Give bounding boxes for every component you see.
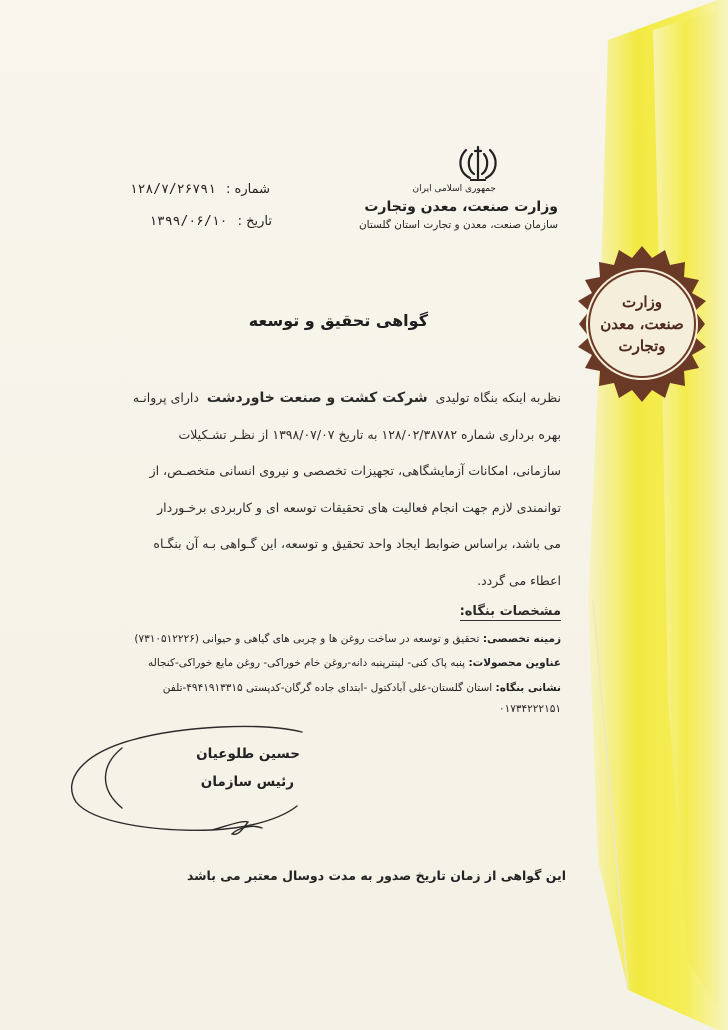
spec-products bbox=[148, 657, 561, 669]
body-line-6: اعطاء می گردد. bbox=[477, 572, 561, 588]
decorative-ribbon bbox=[568, 0, 728, 1030]
body-line-1-pre: نظربه اینکه بنگاه تولیدی bbox=[435, 390, 561, 405]
body-line-4: توانمندی لازم جهت انجام فعالیت های تحقیقات توسعه ای و کاربردی برخـوردار bbox=[157, 499, 561, 515]
body-line-2: بهره برداری شماره ۱۲۸/۰۲/۳۸۷۸۲ به تاریخ ۱۳۹۸/۰۷/۰۷ از نظـر تشـکیلات bbox=[178, 426, 561, 442]
letter-number bbox=[130, 182, 270, 197]
number-label: شماره : bbox=[226, 182, 270, 197]
validity-note: این گواهی از زمان تاریخ صدور به مدت دوسال معتبر می باشد bbox=[186, 868, 566, 883]
spec-products-label: عناوین محصولات: bbox=[468, 657, 561, 669]
spec-phone: ۰۱۷۳۴۲۲۲۱۵۱ bbox=[498, 703, 561, 715]
specs-title: مشخصات بنگاه: bbox=[459, 604, 561, 619]
ministry-seal bbox=[562, 244, 722, 404]
seal-text bbox=[562, 244, 722, 404]
seal-line-1: وزارت bbox=[621, 293, 663, 311]
body-line-5: می باشد، براساس ضوابط ایجاد واحد تحقیق و توسعه، این گـواهی بـه آن بنگـاه bbox=[153, 536, 561, 552]
certificate-body bbox=[132, 380, 561, 600]
country-name: جمهوری اسلامی ایران bbox=[412, 184, 496, 194]
spec-field-value: تحقیق و توسعه در ساخت روغن ها و چربی های گیاهی و حیوانی (۷۳۱۰۵۱۲۲۲۶) bbox=[134, 633, 480, 645]
letter-date bbox=[149, 214, 272, 229]
spec-field bbox=[134, 633, 561, 645]
company-name: شرکت کشت و صنعت خاوردشت bbox=[206, 390, 428, 406]
spec-field-label: زمینه تخصصی: bbox=[482, 633, 561, 645]
number-value: ۱۲۸/۷/۲۶۷۹۱ bbox=[129, 182, 216, 197]
body-line-1 bbox=[132, 380, 561, 417]
seal-line-2: صنعت، معدن bbox=[600, 315, 684, 333]
seal-line-3: وتجارت bbox=[618, 337, 666, 355]
date-label: تاریخ : bbox=[237, 214, 272, 229]
body-line-3: سازمانی، امکانات آزمایشگاهی، تجهیزات تخصصی و نیروی انسانی متخصـص، از bbox=[149, 463, 561, 479]
body-line-1-post: دارای پروانـه bbox=[132, 390, 199, 405]
signer-name: حسین طلوعیان bbox=[196, 746, 300, 762]
spec-address-label: نشانی بنگاه: bbox=[495, 682, 561, 694]
iran-emblem-icon bbox=[456, 144, 500, 184]
ministry-name: وزارت صنعت، معدن وتجارت bbox=[364, 199, 558, 215]
certificate-title: گواهی تحقیق و توسعه bbox=[248, 311, 428, 330]
spec-address bbox=[163, 682, 561, 694]
organization-name: سازمان صنعت، معدن و تجارت استان گلستان bbox=[358, 219, 558, 231]
spec-address-value: استان گلستان-علی آبادکتول -ابتدای جاده گرگان-کدپستی ۴۹۴۱۹۱۳۳۱۵-تلفن bbox=[162, 682, 493, 694]
signer-title: رئیس سازمان bbox=[200, 774, 294, 790]
spec-products-value: پنبه پاک کنی- لینترپنبه دانه-روغن خام خوراکی- روغن مایع خوراکی-کنجاله bbox=[148, 657, 466, 669]
date-value: ۱۳۹۹/۰۶/۱۰ bbox=[149, 214, 228, 229]
